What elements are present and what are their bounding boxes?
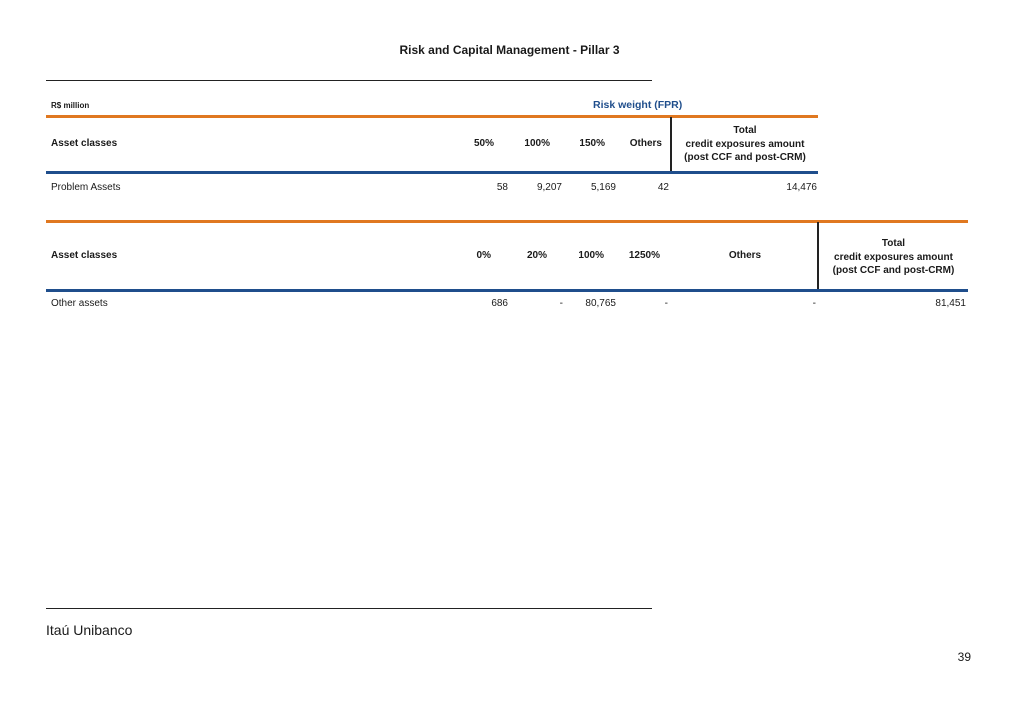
table1-top-rule [46,115,818,118]
table2-header-asset-classes: Asset classes [51,250,118,261]
table2-header-20: 20% [526,250,547,261]
footer-rule [46,608,652,609]
total-header-line3: (post CCF and post-CRM) [832,265,955,276]
header-rule [46,80,652,81]
table2-cell-100: 80,765 [585,298,616,309]
table1-header-50: 50% [473,138,494,149]
table1-cell-total: 14,476 [786,182,817,193]
table1-header-rule [46,171,818,174]
total-header-line2: credit exposures amount [685,138,805,150]
table1-cell-100: 9,207 [536,182,562,193]
table1-header-100: 100% [524,138,550,149]
footer-brand: Itaú Unibanco [46,622,133,638]
table2-header-100: 100% [578,250,604,261]
table2-row-label: Other assets [51,298,108,309]
table2-header-total [819,237,968,278]
table2-header-rule [46,289,968,292]
table1-header-total [672,124,818,165]
risk-weight-group-header: Risk weight (FPR) [593,99,683,111]
total-header-line1: Total [881,238,906,249]
total-header-line3: (post CCF and post-CRM) [684,152,806,163]
unit-label: R$ million [51,101,90,110]
total-header-line1: Total [733,125,757,136]
total-header-line2: credit exposures amount [834,251,953,263]
table1-cell-50: 58 [496,182,508,193]
table2-cell-others: - [812,298,816,309]
table1-header-others: Others [629,138,662,149]
table1-cell-others: 42 [657,182,669,193]
table2-cell-total: 81,451 [935,298,966,309]
table1-cell-150: 5,169 [590,182,616,193]
table1-header-150: 150% [579,138,605,149]
table2-top-rule [46,220,968,223]
table2-cell-1250: - [664,298,668,309]
table1-header-asset-classes: Asset classes [51,138,118,149]
table1-row-label: Problem Assets [51,182,121,193]
table2-cell-20: - [559,298,563,309]
table2-header-1250: 1250% [628,250,660,261]
table2-cell-0: 686 [491,298,508,309]
page-number: 39 [957,650,971,664]
table2-header-0: 0% [476,250,491,261]
table2-header-others: Others [728,250,762,261]
page-title: Risk and Capital Management - Pillar 3 [399,43,620,57]
